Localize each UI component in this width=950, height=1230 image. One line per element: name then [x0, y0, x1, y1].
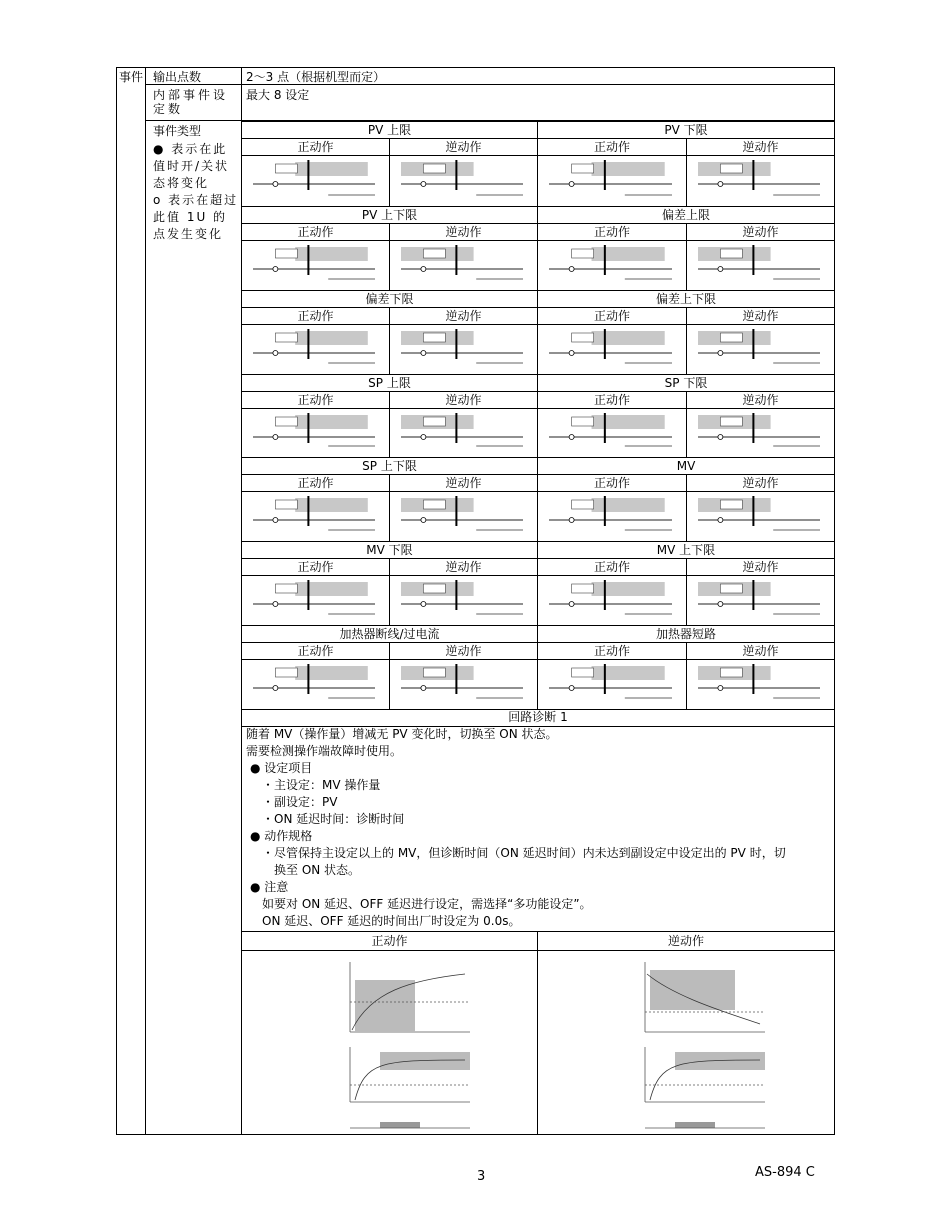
- reverse-label: 逆动作: [742, 476, 779, 490]
- grid-line: [241, 659, 835, 660]
- loop-line: 如要对 ON 延迟、OFF 延迟进行设定，需选择“多功能设定”。: [262, 897, 592, 911]
- loop-line: ・ON 延迟时间：诊断时间: [262, 812, 405, 826]
- reverse-label: 逆动作: [445, 560, 482, 574]
- loop-line: ● 动作规格: [250, 829, 313, 843]
- direct-label: 正动作: [297, 140, 334, 154]
- action-diagram: [249, 578, 381, 624]
- grid-line: [241, 223, 835, 224]
- action-diagram: [397, 494, 529, 540]
- grid-line: [834, 67, 835, 1135]
- event-type-label: 事件类型: [153, 124, 202, 138]
- direct-label: 正动作: [297, 393, 334, 407]
- grid-line: [241, 290, 835, 291]
- reverse-label: 逆动作: [445, 309, 482, 323]
- direct-label: 正动作: [593, 225, 630, 239]
- direct-label: 正动作: [593, 140, 630, 154]
- action-diagram: [397, 243, 529, 289]
- grid-line: [241, 374, 835, 375]
- direct-label: 正动作: [593, 476, 630, 490]
- loop-line: 换至 ON 状态。: [274, 863, 361, 877]
- grid-line: [241, 206, 835, 207]
- grid-line: [145, 84, 835, 85]
- loop-line: ON 延迟、OFF 延迟的时间出厂时设定为 0.0s。: [262, 914, 521, 928]
- action-diagram: [249, 327, 381, 373]
- action-diagram: [545, 327, 678, 373]
- action-diagram: [545, 578, 678, 624]
- action-diagram: [694, 158, 826, 205]
- reverse-label: 逆动作: [445, 644, 482, 658]
- reverse-label: 逆动作: [445, 476, 482, 490]
- action-diagram: [249, 243, 381, 289]
- action-diagram: [249, 158, 381, 205]
- reverse-label: 逆动作: [742, 560, 779, 574]
- direct-label: 正动作: [593, 560, 630, 574]
- grid-line: [241, 642, 835, 643]
- action-diagram: [397, 578, 529, 624]
- group-header-left: PV 上下限: [361, 208, 418, 222]
- loop-line: 随着 MV（操作量）增减无 PV 变化时，切换至 ON 状态。: [246, 727, 558, 741]
- direct-label: 正动作: [297, 225, 334, 239]
- action-diagram: [545, 662, 678, 708]
- loop-direct-label: 正动作: [371, 934, 408, 948]
- direct-label: 正动作: [297, 309, 334, 323]
- loop-reverse-graph: [595, 952, 785, 1134]
- legend-hollow: o 表示在超过此值 1U 的点发生变化: [153, 193, 239, 241]
- action-diagram: [694, 243, 826, 289]
- action-diagram: [397, 327, 529, 373]
- loop-line: ・主设定：MV 操作量: [262, 778, 381, 792]
- loop-diagnosis-title: 回路诊断 1: [508, 710, 568, 724]
- group-header-right: 偏差上下限: [655, 292, 716, 306]
- reverse-label: 逆动作: [445, 140, 482, 154]
- grid-line: [537, 931, 538, 1135]
- group-header-left: SP 上下限: [362, 459, 417, 473]
- action-diagram: [397, 158, 529, 205]
- row-value-output-points: 2～3 点（根据机型而定）: [246, 70, 386, 84]
- row-label-internal-events: 内部事件设定数: [153, 88, 229, 116]
- action-diagram: [397, 662, 529, 708]
- grid-line: [241, 324, 835, 325]
- grid-line: [241, 931, 835, 932]
- reverse-label: 逆动作: [742, 225, 779, 239]
- loop-line: ・尽管保持主设定以上的 MV，但诊断时间（ON 延迟时间）内未达到副设定中设定出的 PV 时，切: [262, 846, 786, 860]
- grid-line: [241, 138, 835, 139]
- loop-reverse-label: 逆动作: [667, 934, 704, 948]
- action-diagram: [694, 494, 826, 540]
- action-diagram: [249, 494, 381, 540]
- group-header-right: PV 下限: [664, 123, 708, 137]
- reverse-label: 逆动作: [742, 140, 779, 154]
- group-header-left: 加热器断线/过电流: [339, 627, 440, 641]
- loop-direct-graph: [300, 952, 490, 1134]
- grid-line: [241, 474, 835, 475]
- grid-line: [116, 67, 835, 68]
- grid-line: [241, 558, 835, 559]
- loop-line: ・副设定：PV: [262, 795, 338, 809]
- event-column-header: 事件: [119, 70, 144, 84]
- group-header-left: SP 上限: [368, 376, 411, 390]
- grid-line: [241, 491, 835, 492]
- loop-line: ● 注意: [250, 880, 289, 894]
- group-header-left: 偏差下限: [365, 292, 414, 306]
- group-header-right: 加热器短路: [655, 627, 716, 641]
- grid-line: [241, 950, 835, 951]
- action-diagram: [694, 411, 826, 456]
- direct-label: 正动作: [297, 560, 334, 574]
- row-value-internal-events: 最大 8 设定: [246, 88, 310, 102]
- direct-label: 正动作: [593, 393, 630, 407]
- legend-filled: ● 表示在此值时开/关状态将变化: [153, 142, 230, 190]
- grid-line: [241, 625, 835, 626]
- grid-line: [241, 240, 835, 241]
- direct-label: 正动作: [297, 644, 334, 658]
- action-diagram: [545, 411, 678, 456]
- grid-line: [145, 67, 146, 1135]
- action-diagram: [545, 494, 678, 540]
- grid-line: [116, 1134, 835, 1135]
- loop-line: ● 设定项目: [250, 761, 313, 775]
- group-header-right: MV: [676, 459, 696, 473]
- grid-line: [241, 408, 835, 409]
- action-diagram: [545, 158, 678, 205]
- action-diagram: [694, 662, 826, 708]
- grid-line: [241, 457, 835, 458]
- reverse-label: 逆动作: [445, 225, 482, 239]
- group-header-right: 偏差上限: [661, 208, 710, 222]
- action-diagram: [694, 578, 826, 624]
- action-diagram: [249, 662, 381, 708]
- reverse-label: 逆动作: [742, 393, 779, 407]
- action-diagram: [249, 411, 381, 456]
- group-header-left: PV 上限: [367, 123, 412, 137]
- group-header-right: MV 上下限: [656, 543, 716, 557]
- grid-line: [241, 391, 835, 392]
- direct-label: 正动作: [593, 644, 630, 658]
- grid-line: [241, 307, 835, 308]
- direct-label: 正动作: [593, 309, 630, 323]
- group-header-right: SP 下限: [664, 376, 708, 390]
- reverse-label: 逆动作: [742, 644, 779, 658]
- reverse-label: 逆动作: [445, 393, 482, 407]
- loop-line: 需要检测操作端故障时使用。: [246, 744, 403, 758]
- action-diagram: [545, 243, 678, 289]
- grid-line: [241, 541, 835, 542]
- grid-line: [241, 121, 835, 122]
- grid-line: [241, 155, 835, 156]
- grid-line: [241, 575, 835, 576]
- action-diagram: [397, 411, 529, 456]
- group-header-left: MV 下限: [366, 543, 413, 557]
- document-code: AS-894 C: [755, 1165, 815, 1180]
- action-diagram: [694, 327, 826, 373]
- row-label-output-points: 输出点数: [153, 70, 202, 84]
- page-number: 3: [477, 1169, 486, 1184]
- direct-label: 正动作: [297, 476, 334, 490]
- reverse-label: 逆动作: [742, 309, 779, 323]
- grid-line: [116, 67, 117, 1135]
